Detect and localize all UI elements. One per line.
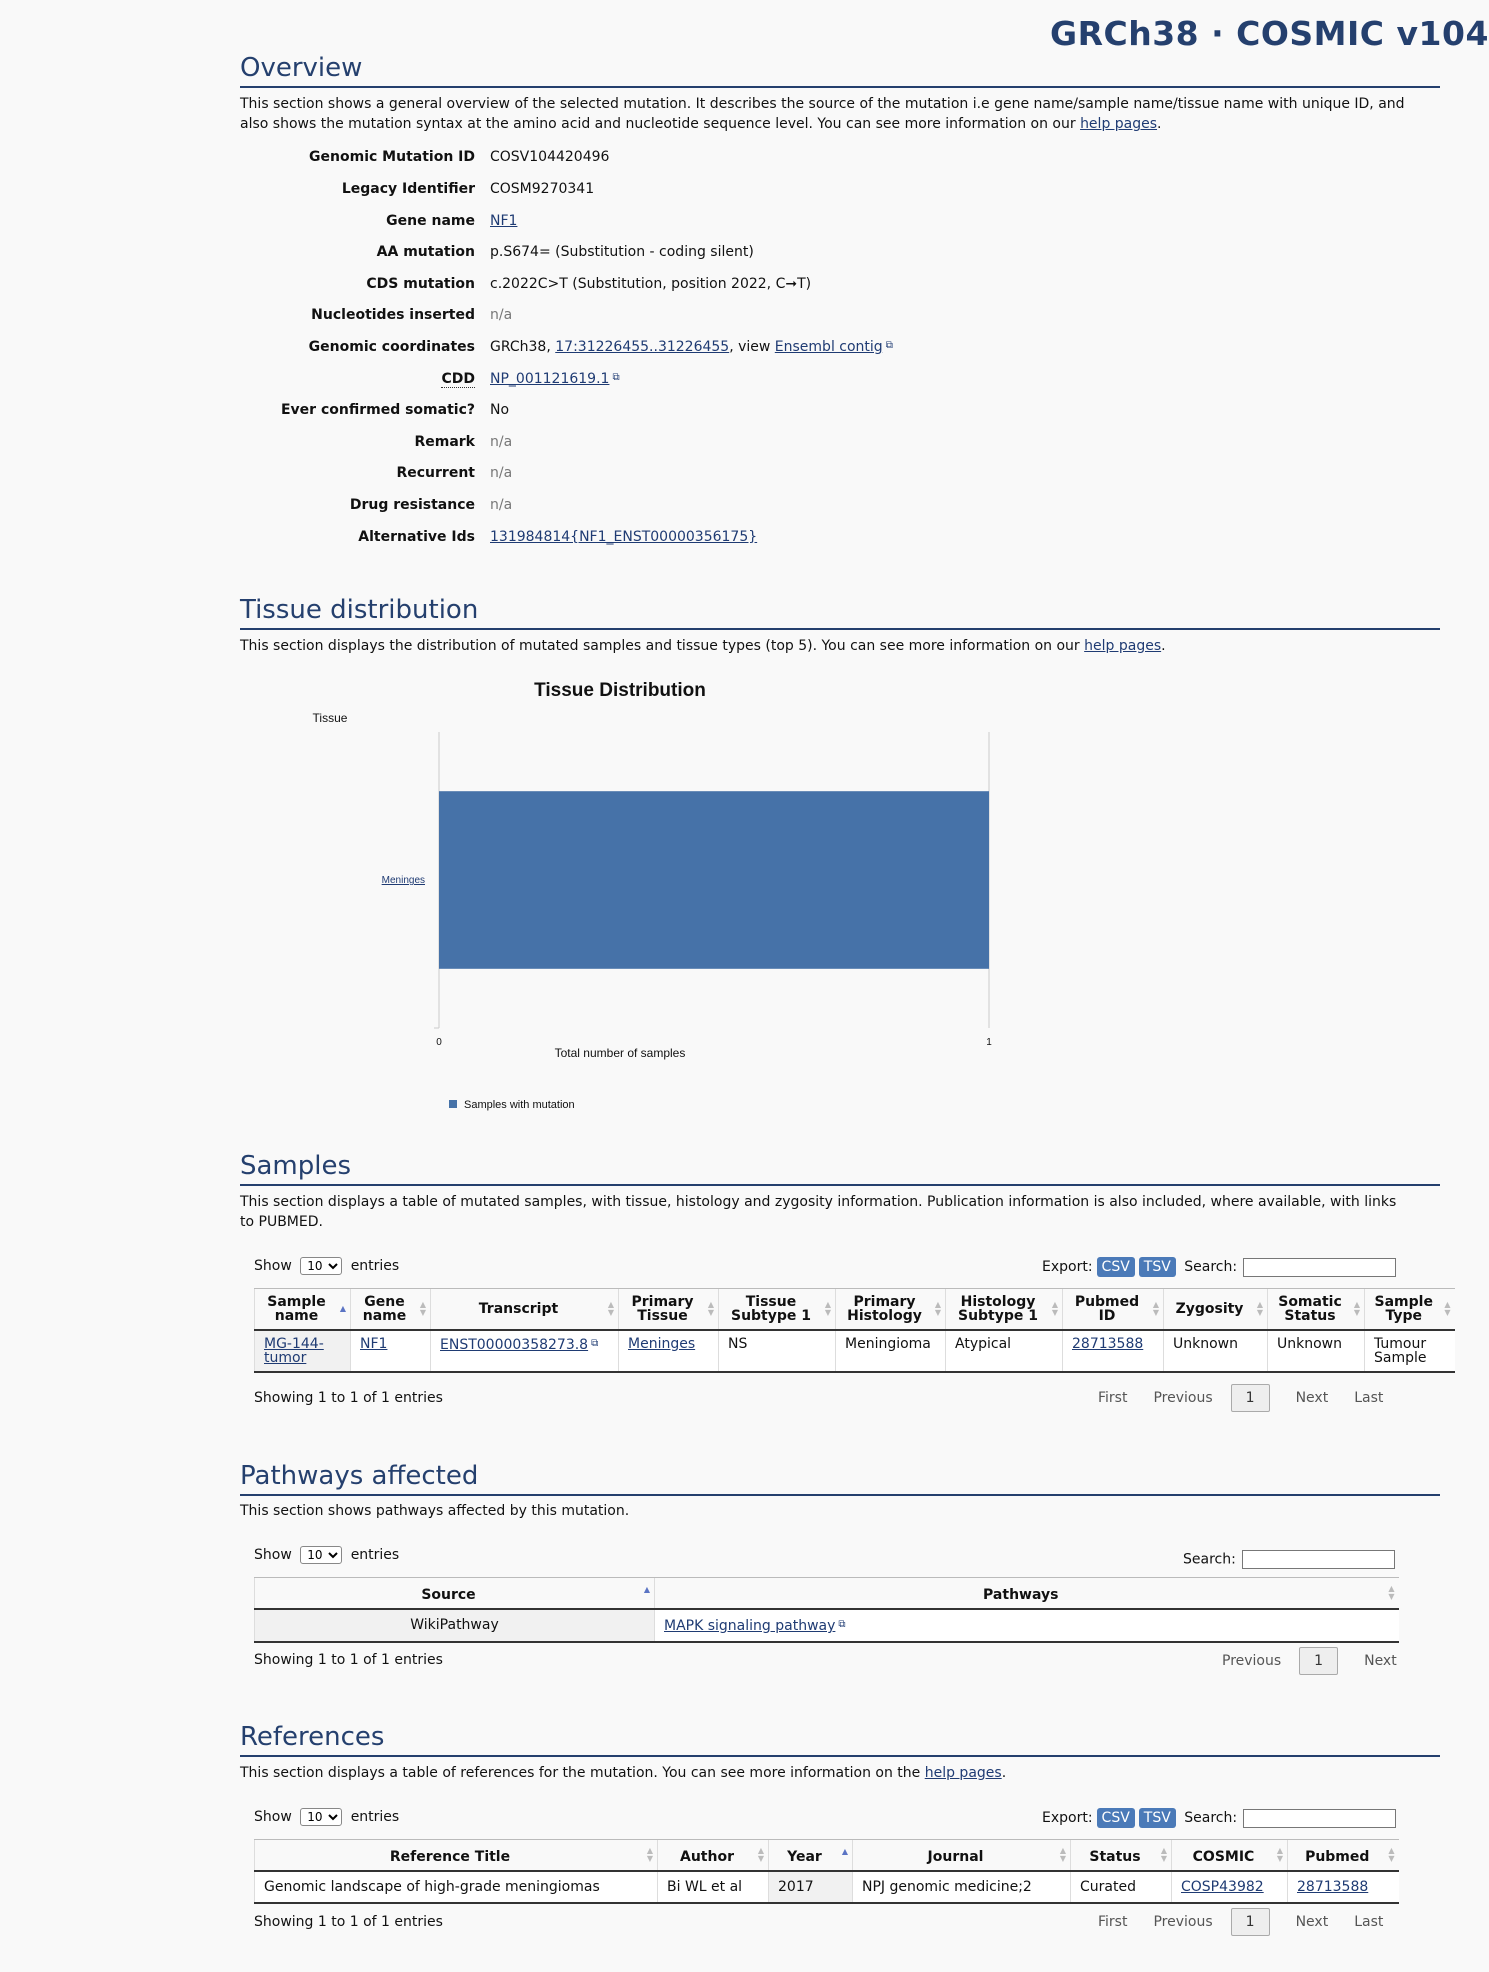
search-label: Search: [1183, 1551, 1236, 1568]
pagination-next[interactable]: Next [1295, 1390, 1329, 1406]
chart-y-axis-label: Tissue [312, 711, 348, 725]
column-header-sample-name[interactable]: Sample name ▲ [255, 1289, 351, 1331]
sort-icon: ▲ ▼ [757, 1846, 764, 1863]
sort-asc-icon: ▲ [643, 1585, 650, 1594]
samples-description: This section displays a table of mutated samples, with tissue, histology and zygosity information. Publication information is also included, where available, with links to PUBMED. [240, 1194, 1397, 1230]
show-label: Show [254, 1258, 292, 1274]
tissue-distribution-chart [240, 670, 1040, 1130]
pathways-table [254, 1577, 1399, 1643]
entries-label: entries [350, 1809, 400, 1825]
column-header-gene-name[interactable]: Gene name ▲ ▼ [351, 1289, 431, 1331]
overview-key: Ever confirmed somatic? [280, 402, 475, 418]
tissue-desc-text: This section displays the distribution of mutated samples and tissue types (top 5). You can see more information on our [240, 638, 1085, 654]
search-label: Search: [1184, 1810, 1238, 1826]
chart-x-tick-label: 0 [436, 1037, 442, 1048]
references-description [240, 1763, 1410, 1783]
sort-icon: ▲ ▼ [607, 1300, 614, 1317]
remark: n/a [490, 434, 513, 450]
status-cell: Curated [1071, 1871, 1172, 1903]
overview-desc-suffix: . [1157, 116, 1162, 132]
recurrent: n/a [490, 465, 513, 481]
table-row [255, 1330, 1455, 1372]
overview-key: Genomic Mutation ID [309, 149, 475, 165]
pathway-link[interactable]: MAPK signaling pathway [664, 1618, 836, 1634]
column-header-pathways[interactable]: Pathways ▲ ▼ [655, 1578, 1399, 1610]
somatic-status-cell: Unknown [1268, 1330, 1365, 1372]
chart-title: Tissue Distribution [534, 680, 706, 701]
chart-category-label[interactable]: Meninges [381, 875, 425, 886]
histology-subtype-cell: Atypical [946, 1330, 1063, 1372]
page-title: GRCh38 · COSMIC v104 [1050, 14, 1489, 53]
overview-key: Gene name [386, 213, 475, 229]
samples-pagination [1072, 1384, 1383, 1412]
sort-icon: ▲ ▼ [1152, 1300, 1159, 1317]
year-cell: 2017 [769, 1871, 853, 1903]
author-cell: Bi WL et al [658, 1871, 769, 1903]
legend-label: Samples with mutation [464, 1099, 575, 1111]
help-pages-link[interactable]: help pages [1080, 116, 1158, 132]
samples-page-size-select[interactable] [300, 1257, 342, 1275]
sort-icon: ▲ ▼ [646, 1846, 653, 1863]
drug-resistance: n/a [490, 497, 513, 513]
export-csv-button[interactable]: CSV [1097, 1808, 1135, 1828]
references-export-search [1042, 1808, 1396, 1828]
samples-length-control [254, 1257, 399, 1275]
overview-key: Genomic coordinates [308, 339, 475, 355]
column-header-author[interactable]: Author ▲ ▼ [658, 1840, 769, 1872]
export-csv-button[interactable]: CSV [1097, 1257, 1135, 1277]
external-link-icon: ⧉ [591, 1338, 599, 1349]
ever-confirmed-somatic: No [490, 402, 510, 418]
coordinates-prefix: GRCh38, [490, 339, 556, 355]
column-header-primary-histology[interactable]: Primary Histology ▲ ▼ [836, 1289, 946, 1331]
table-header-row [255, 1840, 1399, 1872]
column-header-histology-subtype[interactable]: Histology Subtype 1 ▲ ▼ [946, 1289, 1063, 1331]
samples-search-input[interactable] [1243, 1258, 1396, 1277]
pathways-table-info: Showing 1 to 1 of 1 entries [254, 1652, 443, 1668]
gene-name-link[interactable]: NF1 [360, 1336, 388, 1352]
overview-key: Nucleotides inserted [311, 307, 475, 323]
pagination-current-page[interactable]: 1 [1231, 1384, 1270, 1412]
cdd-link[interactable]: NP_001121619.1 [490, 371, 610, 387]
overview-heading: Overview [240, 52, 1440, 88]
chart-x-axis-label: Total number of samples [554, 1046, 686, 1060]
tissue-description [240, 636, 1410, 656]
column-header-cosmic[interactable]: COSMIC ▲ ▼ [1172, 1840, 1288, 1872]
pagination-first[interactable]: First [1098, 1390, 1128, 1406]
pubmed-link[interactable]: 28713588 [1072, 1336, 1144, 1352]
nucleotides-inserted: n/a [490, 307, 513, 323]
sort-icon: ▲ ▼ [1160, 1846, 1167, 1863]
table-row [255, 1871, 1399, 1903]
reference-title-cell: Genomic landscape of high-grade meningiomas [255, 1871, 658, 1903]
pathways-description: This section shows pathways affected by this mutation. [240, 1503, 630, 1519]
pathways-length-control [254, 1546, 399, 1564]
sort-icon: ▲ ▼ [934, 1300, 941, 1317]
export-label: Export: [1042, 1259, 1093, 1275]
column-header-transcript[interactable]: Transcript ▲ ▼ [431, 1289, 619, 1331]
sort-icon: ▲ ▼ [1276, 1846, 1283, 1863]
ensembl-contig-link[interactable]: Ensembl contig [774, 339, 883, 355]
pagination-last[interactable]: Last [1354, 1914, 1384, 1930]
column-header-primary-tissue[interactable]: Primary Tissue ▲ ▼ [619, 1289, 719, 1331]
pagination-previous[interactable]: Previous [1153, 1914, 1213, 1930]
legacy-identifier: COSM9270341 [490, 181, 595, 197]
export-label: Export: [1042, 1810, 1093, 1826]
chart-bar [439, 791, 989, 969]
overview-key: Legacy Identifier [341, 181, 475, 197]
export-tsv-button[interactable]: TSV [1139, 1257, 1176, 1277]
journal-cell: NPJ genomic medicine;2 [853, 1871, 1071, 1903]
table-row [255, 1609, 1399, 1642]
samples-heading: Samples [240, 1150, 1440, 1186]
show-label: Show [254, 1809, 292, 1825]
overview-description [240, 94, 1410, 134]
column-header-pubmed-id[interactable]: Pubmed ID ▲ ▼ [1063, 1289, 1164, 1331]
sort-icon: ▲ ▼ [1388, 1584, 1395, 1601]
pagination-next[interactable]: Next [1364, 1653, 1397, 1669]
pathways-search [1183, 1550, 1395, 1569]
chart-x-tick-label: 1 [986, 1037, 992, 1048]
samples-table [254, 1288, 1455, 1373]
pagination-first[interactable]: First [1098, 1914, 1128, 1930]
samples-export-search [1042, 1257, 1396, 1277]
column-header-status[interactable]: Status ▲ ▼ [1071, 1840, 1172, 1872]
external-link-icon: ⧉ [885, 340, 893, 351]
column-header-sample-type[interactable]: Sample Type ▲ ▼ [1365, 1289, 1455, 1331]
pagination-last[interactable]: Last [1354, 1390, 1384, 1406]
pathways-pagination [1196, 1647, 1397, 1675]
coordinates-mid: , view [729, 339, 775, 355]
overview-key: Remark [414, 434, 475, 450]
column-header-pubmed[interactable]: Pubmed ▲ ▼ [1288, 1840, 1399, 1872]
pathway-source-cell: WikiPathway [255, 1609, 655, 1642]
overview-key: Alternative Ids [358, 529, 475, 545]
search-label: Search: [1184, 1259, 1238, 1275]
references-desc-suffix: . [1001, 1765, 1007, 1781]
primary-tissue-link[interactable]: Meninges [628, 1336, 696, 1352]
show-label: Show [254, 1547, 292, 1563]
sort-icon: ▲ ▼ [1388, 1846, 1395, 1863]
sort-icon: ▲ ▼ [1256, 1300, 1263, 1317]
primary-histology-cell: Meningioma [836, 1330, 946, 1372]
tissue-subtype-cell: NS [719, 1330, 836, 1372]
sort-icon: ▲ ▼ [1059, 1846, 1066, 1863]
sort-icon: ▲ ▼ [1051, 1300, 1058, 1317]
table-header-row [255, 1289, 1455, 1331]
transcript-link[interactable]: ENST00000358273.8 [440, 1337, 589, 1353]
sample-type-cell: Tumour Sample [1365, 1330, 1455, 1372]
references-page-size-select[interactable] [300, 1808, 342, 1826]
column-header-zygosity[interactable]: Zygosity ▲ ▼ [1164, 1289, 1268, 1331]
tissue-desc-suffix: . [1161, 638, 1166, 654]
pagination-next[interactable]: Next [1295, 1914, 1329, 1930]
sort-icon: ▲ ▼ [824, 1300, 831, 1317]
external-link-icon: ⧉ [838, 1619, 846, 1630]
overview-key: AA mutation [376, 244, 475, 260]
entries-label: entries [350, 1547, 400, 1563]
overview-key: CDD [441, 371, 475, 387]
overview-key: Recurrent [396, 465, 475, 481]
table-header-row [255, 1578, 1399, 1610]
zygosity-cell: Unknown [1164, 1330, 1268, 1372]
column-header-tissue-subtype[interactable]: Tissue Subtype 1 ▲ ▼ [719, 1289, 836, 1331]
sort-asc-icon: ▲ [339, 1304, 346, 1313]
sort-asc-icon: ▲ [841, 1847, 848, 1856]
references-desc-text: This section displays a table of references for the mutation. You can see more information on the [240, 1765, 925, 1781]
pubmed-link[interactable]: 28713588 [1297, 1879, 1369, 1895]
pagination-current-page[interactable]: 1 [1299, 1647, 1338, 1675]
references-heading: References [240, 1721, 1440, 1757]
cds-mutation: c.2022C>T (Substitution, position 2022, C➞T) [490, 276, 812, 292]
sort-icon: ▲ ▼ [707, 1300, 714, 1317]
help-pages-link[interactable]: help pages [924, 1765, 1002, 1781]
references-table [254, 1839, 1399, 1904]
external-link-icon: ⧉ [612, 372, 620, 383]
sort-icon: ▲ ▼ [1444, 1300, 1451, 1317]
genomic-mutation-id: COSV104420496 [490, 149, 610, 165]
tissue-heading: Tissue distribution [240, 594, 1440, 630]
references-pagination [1072, 1908, 1383, 1936]
pagination-previous[interactable]: Previous [1222, 1653, 1282, 1669]
pagination-current-page[interactable]: 1 [1231, 1908, 1270, 1936]
pathways-heading: Pathways affected [240, 1460, 1440, 1496]
overview-key: CDS mutation [366, 276, 475, 292]
overview-desc-text: This section shows a general overview of the selected mutation. It describes the source of the mutation i.e gene name/sample name/tissue name with unique ID, and also shows the mutation syntax at the amino acid and nucleotide sequence level. You can see more information on our [240, 96, 1405, 132]
overview-key: Drug resistance [349, 497, 475, 513]
sort-icon: ▲ ▼ [419, 1300, 426, 1317]
sample-name-link[interactable]: MG-144-tumor [264, 1336, 324, 1366]
pathways-search-input[interactable] [1242, 1550, 1395, 1569]
coordinates-link[interactable]: 17:31226455..31226455 [555, 339, 730, 355]
gene-name-link[interactable]: NF1 [490, 213, 518, 229]
sort-icon: ▲ ▼ [1353, 1300, 1360, 1317]
chart-legend [449, 1099, 575, 1111]
column-header-source[interactable]: Source ▲ [255, 1578, 655, 1610]
entries-label: entries [350, 1258, 400, 1274]
samples-table-info: Showing 1 to 1 of 1 entries [254, 1390, 443, 1406]
help-pages-link[interactable]: help pages [1084, 638, 1162, 654]
column-header-journal[interactable]: Journal ▲ ▼ [853, 1840, 1071, 1872]
export-tsv-button[interactable]: TSV [1139, 1808, 1176, 1828]
column-header-reference-title[interactable]: Reference Title ▲ ▼ [255, 1840, 658, 1872]
pagination-previous[interactable]: Previous [1153, 1390, 1213, 1406]
column-header-somatic-status[interactable]: Somatic Status ▲ ▼ [1268, 1289, 1365, 1331]
references-table-info: Showing 1 to 1 of 1 entries [254, 1914, 443, 1930]
references-length-control [254, 1808, 399, 1826]
column-header-year[interactable]: Year ▲ [769, 1840, 853, 1872]
alternative-id-link[interactable]: 131984814{NF1_ENST00000356175} [490, 529, 758, 545]
cosmic-paper-link[interactable]: COSP43982 [1181, 1879, 1264, 1895]
pathways-page-size-select[interactable] [300, 1546, 342, 1564]
references-search-input[interactable] [1243, 1809, 1396, 1828]
legend-swatch [449, 1100, 457, 1108]
aa-mutation: p.S674= (Substitution - coding silent) [490, 244, 754, 260]
